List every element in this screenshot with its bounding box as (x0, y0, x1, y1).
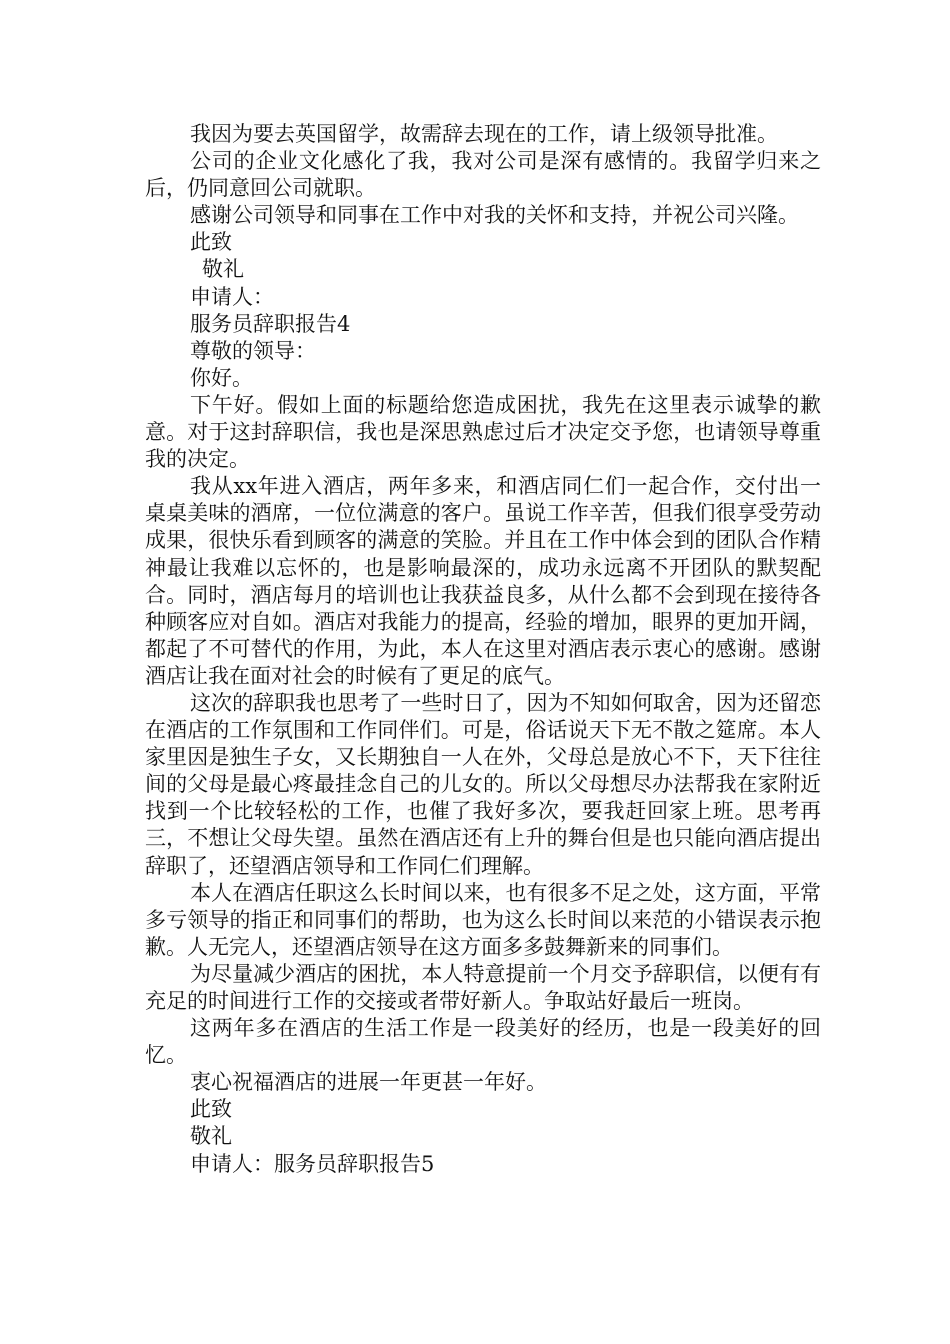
applicant-and-title-report-5: 申请人：服务员辞职报告5 (190, 1151, 435, 1176)
paragraph-blessing: 衷心祝福酒店的进展一年更甚一年好。 (190, 1070, 547, 1095)
closing-jingli-2: 敬礼 (190, 1124, 232, 1149)
applicant-label: 申请人： (190, 284, 274, 309)
closing-cizhi-2: 此致 (190, 1097, 232, 1122)
paragraph-company-culture: 公司的企业文化感化了我，我对公司是深有感情的。我留学归来之后，仍同意回公司就职。 (145, 149, 821, 201)
paragraph-shortcomings: 本人在酒店任职这么长时间以来，也有很多不足之处，这方面，平常多亏领导的指正和同事们的帮助，也为这么长时间以来范的小错误表示抱歉。人无完人，还望酒店领导在这方面多多鼓舞新来的同事们。 (145, 880, 821, 959)
paragraph-apology: 下午好。假如上面的标题给您造成困扰，我先在这里表示诚挚的歉意。对于这封辞职信，我也是深思熟虑过后才决定交予您，也请领导尊重我的决定。 (145, 392, 821, 472)
closing-jingli: 敬礼 (202, 257, 244, 282)
section-title-report-4: 服务员辞职报告4 (190, 311, 351, 336)
paragraph-thanks: 感谢公司领导和同事在工作中对我的关怀和支持，并祝公司兴隆。 (190, 203, 799, 228)
paragraph-experience: 我从xx年进入酒店，两年多来，和酒店同仁们一起合作，交付出一桌桌美味的酒席，一位位满意的客户。虽说工作辛苦，但我们很享受劳动成果，很快乐看到顾客的满意的笑脸。并且在工作中体会到的团队合作精神最让我难以忘怀的，也是影响最深的，成功永远离不开团队的默契配合。同时，酒店每月的培训也让我获益良多，从什么都不会到现在接待各种顾客应对自如。酒店对我能力的提高，经验的增加，眼界的更加开阔，都起了不可替代的作用，为此，本人在这里对酒店表示衷心的感谢。感谢酒店让我在面对社会的时候有了更足的底气。 (145, 474, 821, 688)
document-body (145, 121, 821, 1178)
paragraph-notice: 为尽量减少酒店的困扰，本人特意提前一个月交予辞职信，以便有有充足的时间进行工作的交接或者带好新人。争取站好最后一班岗。 (145, 961, 821, 1013)
paragraph-memories: 这两年多在酒店的生活工作是一段美好的经历，也是一段美好的回忆。 (145, 1016, 821, 1068)
closing-cizhi: 此致 (190, 230, 232, 255)
salutation: 尊敬的领导： (190, 338, 316, 363)
greeting: 你好。 (190, 365, 253, 390)
paragraph-study-abroad: 我因为要去英国留学，故需辞去现在的工作，请上级领导批准。 (190, 122, 778, 146)
paragraph-reason: 这次的辞职我也思考了一些时日了，因为不知如何取舍，因为还留恋在酒店的工作氛围和工作同伴们。可是，俗话说天下无不散之筵席。本人家里因是独生子女，又长期独自一人在外，父母总是放心不下，天下往往间的父母是最心疼最挂念自己的儿女的。所以父母想尽办法帮我在家附近找到一个比较轻松的工作，也催了我好多次，要我赶回家上班。思考再三，不想让父母失望。虽然在酒店还有上升的舞台但是也只能向酒店提出辞职了，还望酒店领导和工作同仁们理解。 (145, 690, 821, 878)
